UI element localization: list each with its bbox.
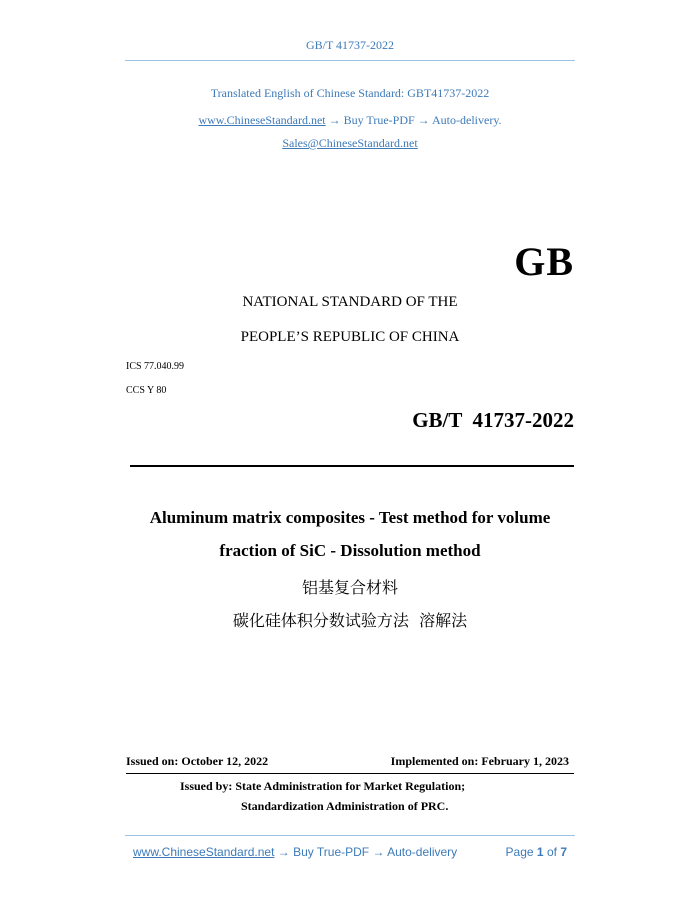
page-of: of (546, 845, 557, 859)
gb-logo: GB (514, 239, 574, 284)
issued-date: Issued on: October 12, 2022 (126, 754, 269, 768)
header-email-link[interactable]: Sales@ChineseStandard.net (282, 136, 418, 150)
national-standard-line1: NATIONAL STANDARD OF THE (242, 294, 458, 310)
page-indicator (506, 845, 567, 859)
issuer-line1: Issued by: State Administration for Market Regulation; (180, 779, 466, 793)
dates-divider (126, 773, 574, 774)
title-en-line1: Aluminum matrix composites - Test method for volume (149, 508, 551, 527)
standard-number: GB/T 41737-2022 (412, 408, 574, 432)
title-zh-line1: 铝基复合材料 (301, 578, 398, 597)
translated-line: Translated English of Chinese Standard: GBT41737-2022 (210, 86, 490, 100)
footer-buy-line (133, 845, 457, 859)
issuer-line2: Standardization Administration of PRC. (241, 799, 449, 813)
page-total: 7 (560, 845, 567, 859)
implemented-date: Implemented on: February 1, 2023 (390, 754, 569, 768)
title-divider (130, 465, 574, 467)
footer-site-link[interactable]: www.ChineseStandard.net (133, 845, 275, 859)
title-zh-line2: 碳化硅体积分数试验方法 溶解法 (232, 611, 468, 630)
footer-divider (125, 835, 575, 836)
page-current: 1 (536, 845, 544, 859)
header-code: GB/T 41737-2022 (305, 38, 395, 52)
header-divider (125, 60, 575, 61)
header-site-link[interactable]: www.ChineseStandard.net (198, 113, 326, 127)
footer-buy-text: → Buy True-PDF → Auto-delivery (277, 845, 458, 859)
header-buy-line (0, 113, 700, 128)
page-label: Page (505, 845, 534, 859)
header-buy-text: → Buy True-PDF → Auto-delivery. (328, 113, 502, 127)
national-standard-line2: PEOPLE’S REPUBLIC OF CHINA (240, 329, 460, 345)
title-en-line2: fraction of SiC - Dissolution method (219, 541, 481, 560)
ccs-code: CCS Y 80 (126, 385, 167, 396)
ics-code: ICS 77.040.99 (126, 361, 185, 372)
header-email-line (0, 136, 700, 151)
